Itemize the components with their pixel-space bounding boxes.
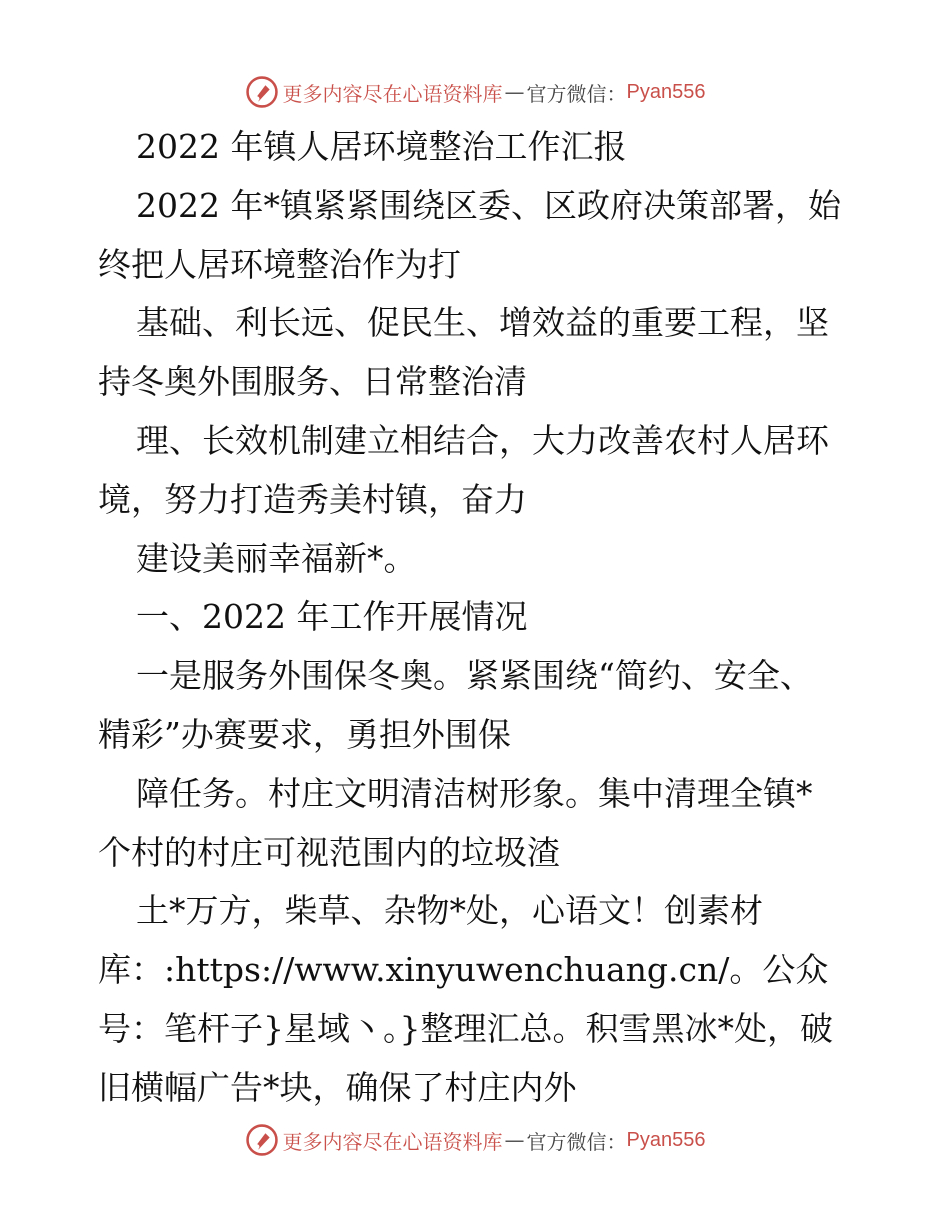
document-body (98, 118, 858, 1118)
watermark-official-label: 官方微信： (526, 81, 627, 106)
text-line: 一是服务外围保冬奥。紧紧围绕“简约、安全、 (136, 656, 813, 696)
watermark-separator: — (504, 1128, 525, 1152)
text-line: 建设美丽幸福新*。 (136, 538, 417, 578)
text-line: 持冬奥外围服务、日常整治清 (98, 362, 527, 402)
text-line: 精彩”办赛要求，勇担外围保 (98, 714, 511, 754)
text-line: 终把人居环境整治作为打 (98, 244, 461, 284)
watermark-brand: 更多内容尽在心语资料库 (282, 81, 503, 106)
text-line: 基础、利长远、促民生、增效益的重要工程，坚 (136, 303, 829, 343)
text-line: 境，努力打造秀美村镇，奋力 (98, 479, 527, 519)
text-line: 个村的村庄可视范围内的垃圾渣 (98, 832, 560, 872)
pen-nib-logo-icon (245, 75, 279, 109)
text-line: 理、长效机制建立相结合，大力改善农村人居环 (136, 420, 829, 460)
text-line: 障任务。村庄文明清洁树形象。集中清理全镇* (136, 773, 813, 813)
text-line: 号：笔杆子}星域丶。}整理汇总。积雪黑冰*处，破 (98, 1008, 833, 1048)
watermark-wechat-id: Pyan556 (626, 80, 706, 103)
text-line: 土*万方，柴草、杂物*处，心语文！创素材 (136, 891, 763, 931)
watermark-official-label: 官方微信： (526, 1129, 627, 1154)
section-heading: 一、2022 年工作开展情况 (136, 597, 528, 637)
watermark-wechat-id: Pyan556 (626, 1128, 706, 1151)
header-watermark (0, 72, 950, 112)
footer-watermark (0, 1120, 950, 1160)
watermark-separator: — (504, 80, 525, 104)
text-line: 2022 年*镇紧紧围绕区委、区政府决策部署，始 (136, 185, 841, 225)
text-line: 旧横幅广告*块，确保了村庄内外 (98, 1067, 577, 1107)
text-line: 库：:https://www.xinyuwenchuang.cn/。公众 (98, 950, 829, 990)
document-title: 2022 年镇人居环境整治工作汇报 (136, 127, 627, 166)
watermark-brand: 更多内容尽在心语资料库 (282, 1129, 503, 1154)
pen-nib-logo-icon (245, 1123, 279, 1157)
